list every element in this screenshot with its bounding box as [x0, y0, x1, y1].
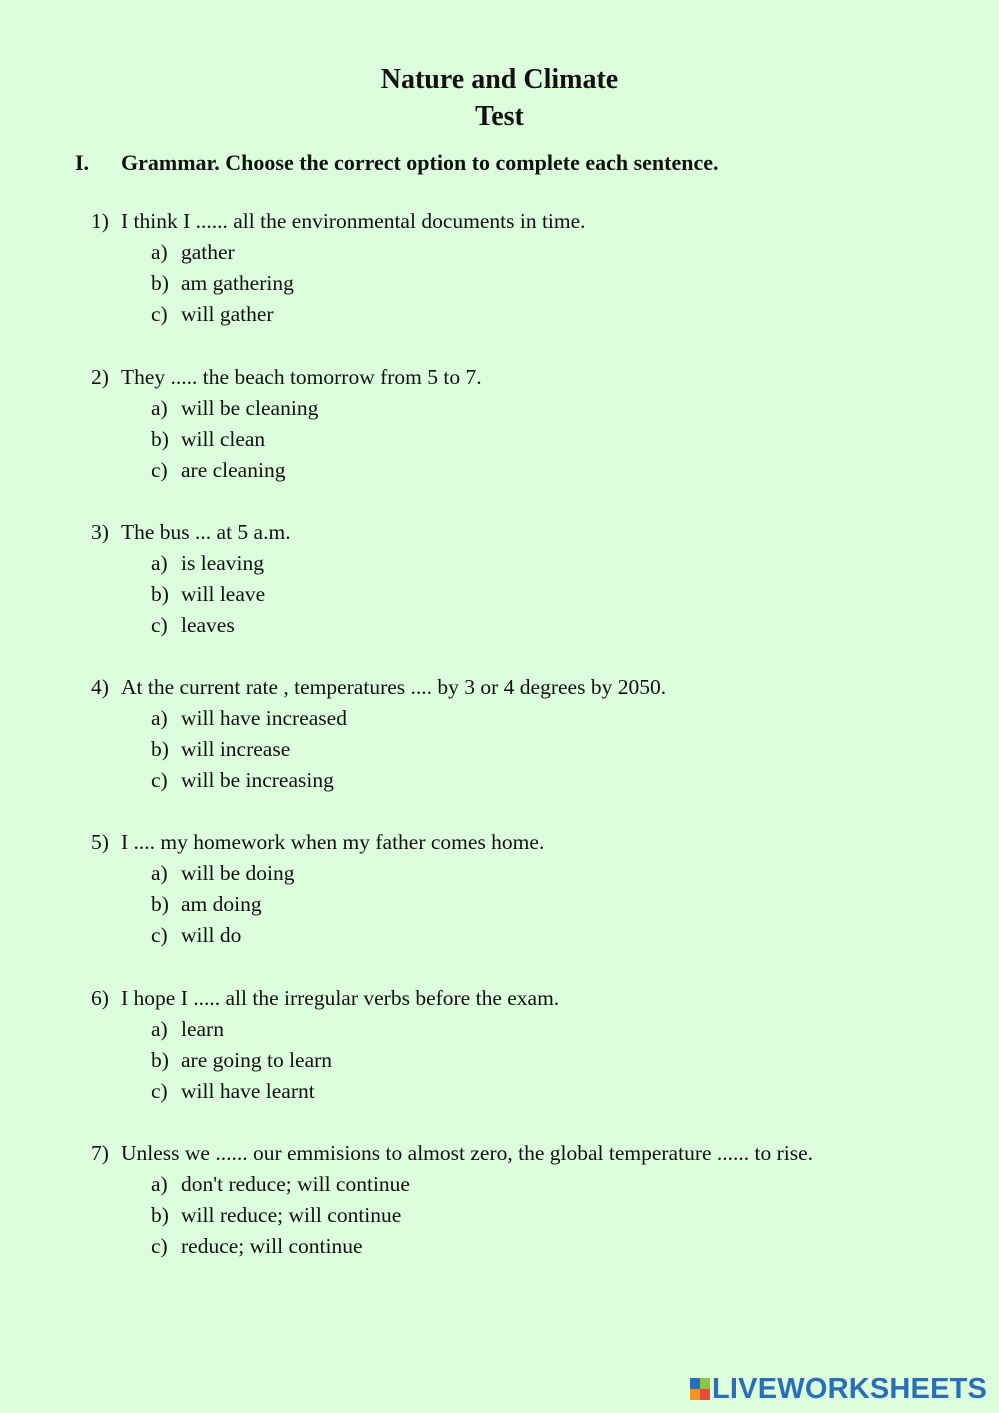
- option-label: b): [151, 1048, 169, 1072]
- option-text: will be cleaning: [181, 396, 319, 420]
- option-a[interactable]: [91, 703, 666, 734]
- question-text: I hope I ..... all the irregular verbs before the exam.: [121, 986, 560, 1010]
- option-label: a): [151, 1172, 168, 1196]
- option-c[interactable]: [91, 1231, 813, 1262]
- question-text: I think I ...... all the environmental documents in time.: [121, 209, 586, 233]
- question-text-line: [91, 517, 291, 548]
- option-text: will be increasing: [181, 768, 334, 792]
- question-text: Unless we ...... our emmisions to almost zero, the global temperature ...... to rise.: [121, 1141, 814, 1165]
- option-text: will do: [181, 923, 242, 947]
- question-text: They ..... the beach tomorrow from 5 to 7.: [121, 365, 482, 389]
- option-text: leaves: [181, 613, 235, 637]
- option-label: b): [151, 427, 169, 451]
- option-text: don't reduce; will continue: [181, 1172, 410, 1196]
- option-a[interactable]: [91, 1169, 813, 1200]
- option-c[interactable]: [91, 455, 482, 486]
- option-b[interactable]: [91, 1045, 559, 1076]
- question-number: 4): [91, 675, 109, 699]
- question-text: The bus ... at 5 a.m.: [121, 520, 291, 544]
- option-text: will clean: [181, 427, 266, 451]
- option-label: b): [151, 1203, 169, 1227]
- question-number: 1): [91, 209, 109, 233]
- option-label: a): [151, 396, 168, 420]
- option-label: a): [151, 706, 168, 730]
- option-text: is leaving: [181, 551, 264, 575]
- question-1: [91, 206, 586, 330]
- question-text: I .... my homework when my father comes home.: [121, 830, 545, 854]
- brand-name: LIVEWORKSHEETS: [712, 1372, 988, 1405]
- option-b[interactable]: [91, 579, 291, 610]
- option-c[interactable]: [91, 1076, 559, 1107]
- question-4: [91, 672, 666, 796]
- option-text: am doing: [181, 892, 262, 916]
- question-number: 5): [91, 830, 109, 854]
- question-number: 3): [91, 520, 109, 544]
- section-heading: [75, 149, 719, 177]
- question-text-line: [91, 362, 482, 393]
- option-label: b): [151, 737, 169, 761]
- option-c[interactable]: [91, 610, 291, 641]
- option-text: will increase: [181, 737, 291, 761]
- option-text: are going to learn: [181, 1048, 333, 1072]
- option-text: will leave: [181, 582, 266, 606]
- option-b[interactable]: [91, 1200, 813, 1231]
- option-b[interactable]: [91, 424, 482, 455]
- option-a[interactable]: [91, 548, 291, 579]
- option-text: will have learnt: [181, 1079, 315, 1103]
- option-label: b): [151, 271, 169, 295]
- option-c[interactable]: [91, 920, 544, 951]
- option-text: am gathering: [181, 271, 294, 295]
- option-a[interactable]: [91, 1014, 559, 1045]
- option-label: c): [151, 1234, 168, 1258]
- question-7: [91, 1138, 813, 1262]
- liveworksheets-brand[interactable]: [690, 1372, 987, 1406]
- option-label: c): [151, 302, 168, 326]
- question-6: [91, 983, 559, 1107]
- option-label: a): [151, 861, 168, 885]
- option-c[interactable]: [91, 299, 586, 330]
- question-text: At the current rate , temperatures .... by 3 or 4 degrees by 2050.: [121, 675, 667, 699]
- option-text: are cleaning: [181, 458, 286, 482]
- option-label: a): [151, 551, 168, 575]
- option-text: reduce; will continue: [181, 1234, 363, 1258]
- liveworksheets-logo-icon: [690, 1378, 710, 1400]
- section-instructions: Grammar. Choose the correct option to complete each sentence.: [121, 150, 719, 175]
- option-label: a): [151, 240, 168, 264]
- question-text-line: [91, 1138, 813, 1169]
- option-label: c): [151, 458, 168, 482]
- option-label: c): [151, 1079, 168, 1103]
- question-number: 2): [91, 365, 109, 389]
- section-number: I.: [75, 150, 90, 175]
- option-label: c): [151, 613, 168, 637]
- option-text: will be doing: [181, 861, 295, 885]
- option-label: b): [151, 582, 169, 606]
- option-b[interactable]: [91, 268, 586, 299]
- question-text-line: [91, 827, 544, 858]
- question-number: 7): [91, 1141, 109, 1165]
- question-text-line: [91, 672, 666, 703]
- option-c[interactable]: [91, 765, 666, 796]
- question-2: [91, 362, 482, 486]
- option-a[interactable]: [91, 237, 586, 268]
- option-a[interactable]: [91, 393, 482, 424]
- option-b[interactable]: [91, 889, 544, 920]
- option-text: will have increased: [181, 706, 347, 730]
- question-text-line: [91, 983, 559, 1014]
- option-a[interactable]: [91, 858, 544, 889]
- page-subtitle: Test: [475, 101, 524, 132]
- option-label: c): [151, 923, 168, 947]
- option-text: will reduce; will continue: [181, 1203, 402, 1227]
- option-label: b): [151, 892, 169, 916]
- question-text-line: [91, 206, 586, 237]
- option-text: will gather: [181, 302, 274, 326]
- option-text: learn: [181, 1017, 224, 1041]
- option-label: a): [151, 1017, 168, 1041]
- question-5: [91, 827, 544, 951]
- option-text: gather: [181, 240, 235, 264]
- page-title: Nature and Climate: [380, 64, 619, 95]
- question-number: 6): [91, 986, 109, 1010]
- question-3: [91, 517, 291, 641]
- option-label: c): [151, 768, 168, 792]
- option-b[interactable]: [91, 734, 666, 765]
